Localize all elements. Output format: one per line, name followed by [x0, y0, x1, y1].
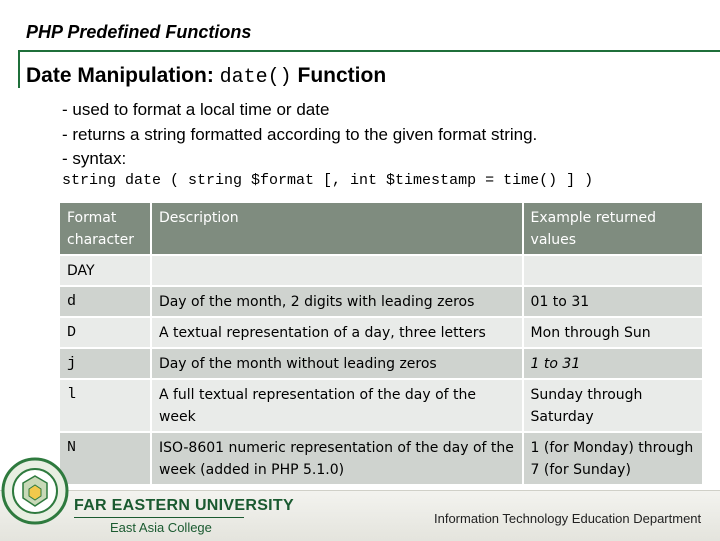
header-description: Description — [150, 203, 522, 256]
section-empty-cell — [150, 256, 522, 287]
bullet-item: - syntax: — [62, 149, 127, 168]
table-row — [60, 318, 702, 349]
description-cell: ISO-8601 numeric representation of the day of the week (added in PHP 5.1.0) — [150, 433, 522, 486]
table-header-row — [60, 203, 702, 256]
heading-code: date() — [219, 66, 292, 89]
example-cell: 1 (for Monday) through 7 (for Sunday) — [522, 433, 702, 486]
title-divider — [18, 50, 720, 52]
format-char-cell: l — [60, 380, 150, 433]
university-seal-icon — [0, 456, 70, 526]
department-name: Information Technology Education Department — [434, 511, 702, 526]
bullet-item: - returns a string formatted according to the given format string. — [62, 124, 538, 144]
section-label: DAY — [60, 256, 150, 287]
description-cell: A full textual representation of the day of the week — [150, 380, 522, 433]
example-cell: Sunday through Saturday — [522, 380, 702, 433]
format-char-cell: D — [60, 318, 150, 349]
table-row — [60, 433, 702, 486]
college-name: East Asia College — [110, 520, 212, 535]
bullet-list — [62, 98, 537, 172]
university-underline — [74, 517, 244, 518]
section-empty-cell — [522, 256, 702, 287]
description-cell: Day of the month, 2 digits with leading zeros — [150, 287, 522, 318]
description-cell: A textual representation of a day, three letters — [150, 318, 522, 349]
slide-title: PHP Predefined Functions — [26, 22, 252, 42]
table-section-row — [60, 256, 702, 287]
heading-accent-bar — [18, 50, 20, 88]
format-char-cell: d — [60, 287, 150, 318]
table-row — [60, 349, 702, 380]
table-row — [60, 380, 702, 433]
header-format-character: Format character — [60, 203, 150, 256]
example-cell: Mon through Sun — [522, 318, 702, 349]
section-heading — [26, 64, 386, 89]
format-char-cell: j — [60, 349, 150, 380]
example-cell: 1 to 31 — [522, 349, 702, 380]
header-example: Example returned values — [522, 203, 702, 256]
syntax-line: string date ( string $format [, int $timestamp = time() ] ) — [62, 172, 594, 189]
table-row — [60, 287, 702, 318]
example-cell: 01 to 31 — [522, 287, 702, 318]
description-cell: Day of the month without leading zeros — [150, 349, 522, 380]
university-name: FAR EASTERN UNIVERSITY — [74, 497, 294, 514]
heading-suffix: Function — [291, 64, 387, 87]
format-char-cell: N — [60, 433, 150, 486]
bullet-item: - used to format a local time or date — [62, 100, 330, 119]
format-table — [60, 203, 702, 486]
heading-text: Date Manipulation: — [26, 64, 220, 87]
